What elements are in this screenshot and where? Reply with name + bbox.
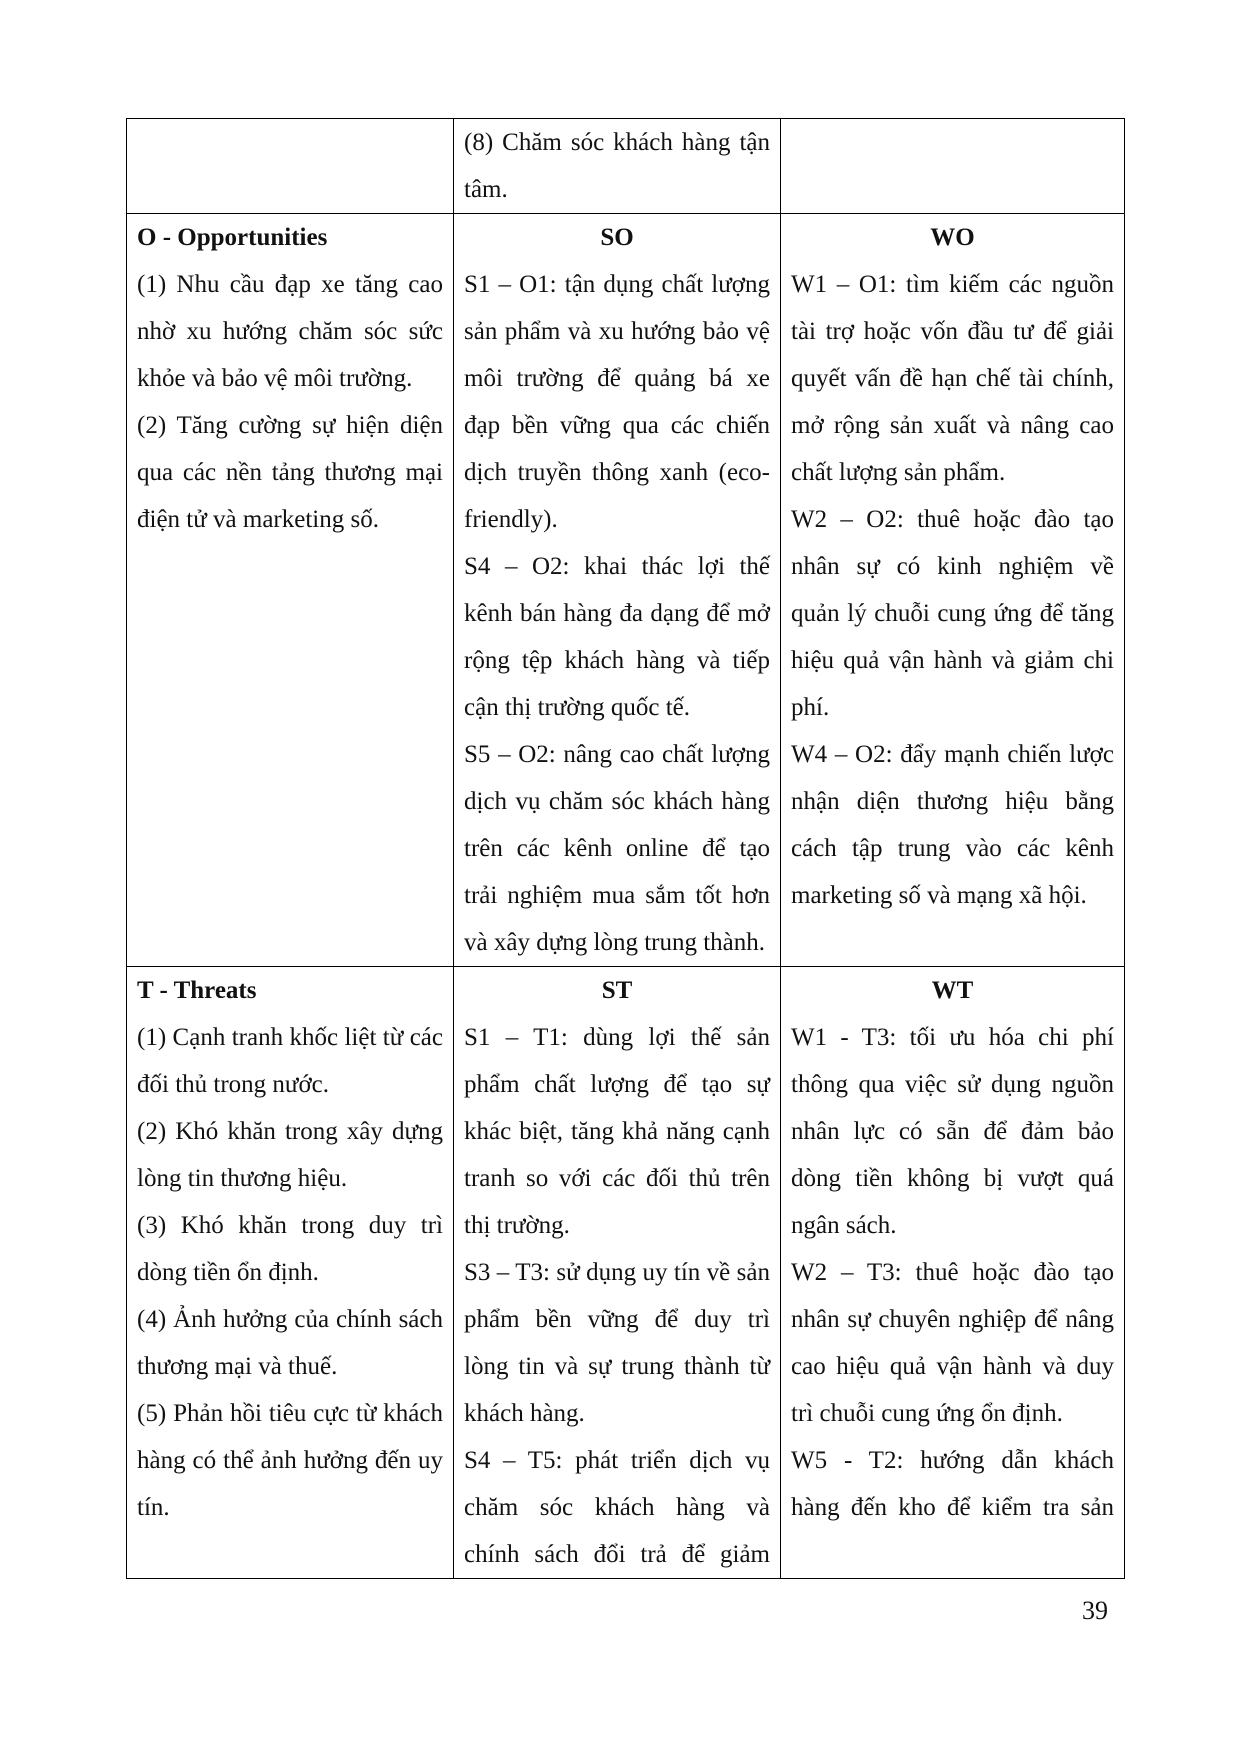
st-strategy: S1 – T1: dùng lợi thế sản phẩm chất lượng để tạo sự khác biệt, tăng khả năng cạnh tranh so với các đối thủ trên thị trường.: [464, 1024, 770, 1239]
threat-item: (3) Khó khăn trong duy trì dòng tiền ổn định.: [137, 1212, 443, 1286]
wt-heading: WT: [931, 977, 974, 1004]
table-row-threats: [127, 967, 1125, 1579]
opportunity-item: (2) Tăng cường sự hiện diện qua các nền tảng thương mại điện tử và marketing số.: [137, 412, 443, 533]
opportunity-item: (1) Nhu cầu đạp xe tăng cao nhờ xu hướng chăm sóc sức khỏe và bảo vệ môi trường.: [137, 271, 443, 392]
st-strategy: S3 – T3: sử dụng uy tín về sản phẩm bền vững để duy trì lòng tin và sự trung thành từ khách hàng.: [464, 1259, 770, 1427]
strength-item: (8) Chăm sóc khách hàng tận tâm.: [464, 129, 770, 203]
cell-threats: [127, 967, 454, 1579]
st-heading: ST: [601, 977, 633, 1004]
table-row-opportunities: [127, 214, 1125, 967]
cell-wt: [781, 967, 1125, 1579]
cell-wo: [781, 214, 1125, 967]
swot-matrix-table: [126, 118, 1125, 1579]
so-heading: SO: [600, 224, 634, 251]
threat-item: (2) Khó khăn trong xây dựng lòng tin thương hiệu.: [137, 1118, 443, 1192]
threat-item: (4) Ảnh hưởng của chính sách thương mại và thuế.: [137, 1306, 443, 1380]
threats-heading: T - Threats: [137, 977, 257, 1004]
so-strategy: S4 – O2: khai thác lợi thế kênh bán hàng đa dạng để mở rộng tệp khách hàng và tiếp cận thị trường quốc tế.: [464, 553, 770, 721]
st-strategy: S4 – T5: phát triển dịch vụ chăm sóc khách hàng và chính sách đổi trả để giảm: [464, 1447, 770, 1568]
cell-strength-continuation: [454, 119, 781, 214]
wo-heading: WO: [930, 224, 975, 251]
so-strategy: S1 – O1: tận dụng chất lượng sản phẩm và xu hướng bảo vệ môi trường để quảng bá xe đạp bền vững qua các chiến dịch truyền thông xanh (eco-friendly).: [464, 271, 770, 533]
threat-item: (1) Cạnh tranh khốc liệt từ các đối thủ trong nước.: [137, 1024, 443, 1098]
cell-empty-right: [781, 119, 1125, 214]
page-number: 39: [1082, 1596, 1108, 1625]
so-strategy: S5 – O2: nâng cao chất lượng dịch vụ chăm sóc khách hàng trên các kênh online để tạo trải nghiệm mua sắm tốt hơn và xây dựng lòng trung thành.: [464, 741, 770, 956]
threat-item: (5) Phản hồi tiêu cực từ khách hàng có thể ảnh hưởng đến uy tín.: [137, 1400, 443, 1521]
opportunities-heading: O - Opportunities: [137, 224, 328, 251]
wo-strategy: W4 – O2: đẩy mạnh chiến lược nhận diện thương hiệu bằng cách tập trung vào các kênh marketing số và mạng xã hội.: [791, 741, 1114, 909]
wt-strategy: W1 - T3: tối ưu hóa chi phí thông qua việc sử dụng nguồn nhân lực có sẵn để đảm bảo dòng tiền không bị vượt quá ngân sách.: [791, 1024, 1114, 1239]
wo-strategy: W1 – O1: tìm kiếm các nguồn tài trợ hoặc vốn đầu tư để giải quyết vấn đề hạn chế tài chính, mở rộng sản xuất và nâng cao chất lượng sản phẩm.: [791, 271, 1114, 486]
wo-strategy: W2 – O2: thuê hoặc đào tạo nhân sự có kinh nghiệm về quản lý chuỗi cung ứng để tăng hiệu quả vận hành và giảm chi phí.: [791, 506, 1114, 721]
cell-empty-left: [127, 119, 454, 214]
wt-strategy: W2 – T3: thuê hoặc đào tạo nhân sự chuyên nghiệp để nâng cao hiệu quả vận hành và duy trì chuỗi cung ứng ổn định.: [791, 1259, 1114, 1427]
cell-so: [454, 214, 781, 967]
wt-strategy: W5 - T2: hướng dẫn khách hàng đến kho để kiểm tra sản: [791, 1447, 1114, 1521]
cell-opportunities: [127, 214, 454, 967]
table-row-continuation: [127, 119, 1125, 214]
cell-st: [454, 967, 781, 1579]
